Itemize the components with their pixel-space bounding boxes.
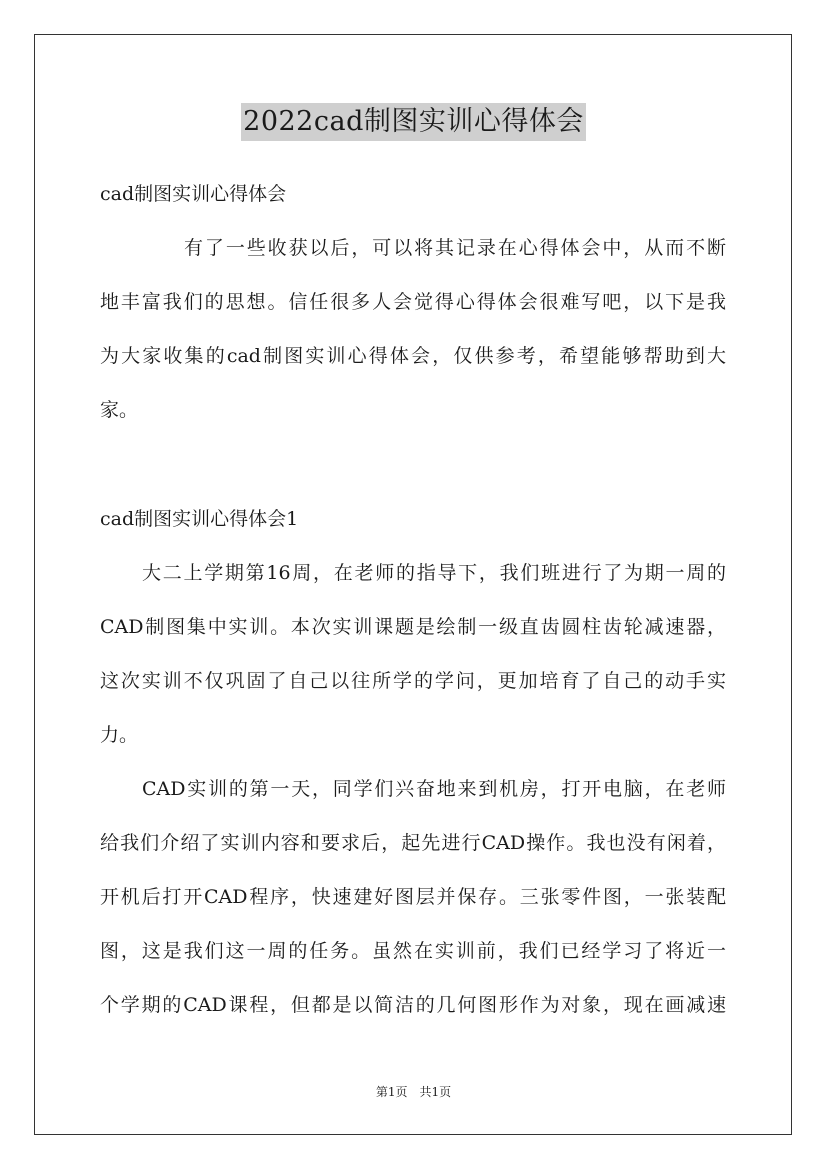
intro-line-3: 为大家收集的cad制图实训心得体会，仅供参考，希望能够帮助到大	[100, 345, 726, 367]
para2-line-1: CAD实训的第一天，同学们兴奋地来到机房，打开电脑，在老师	[142, 778, 726, 800]
section-heading-1: cad制图实训心得体会1	[100, 508, 299, 530]
document-title: 2022cad制图实训心得体会	[241, 103, 586, 141]
para2-line-4: 图，这是我们这一周的任务。虽然在实训前，我们已经学习了将近一	[100, 940, 726, 962]
intro-line-1: 有了一些收获以后，可以将其记录在心得体会中，从而不断	[184, 237, 726, 259]
para2-line-3: 开机后打开CAD程序，快速建好图层并保存。三张零件图，一张装配	[100, 886, 726, 908]
section-heading: cad制图实训心得体会	[100, 183, 287, 205]
para2-line-5: 个学期的CAD课程，但都是以简洁的几何图形作为对象，现在画减速	[100, 994, 726, 1016]
para1-line-2: CAD制图集中实训。本次实训课题是绘制一级直齿圆柱齿轮减速器，	[100, 616, 726, 638]
para2-line-2: 给我们介绍了实训内容和要求后，起先进行CAD操作。我也没有闲着，	[100, 832, 726, 854]
para1-line-1: 大二上学期第16周，在老师的指导下，我们班进行了为期一周的	[142, 562, 726, 584]
intro-line-4: 家。	[100, 399, 139, 421]
intro-line-2: 地丰富我们的思想。信任很多人会觉得心得体会很难写吧，以下是我	[100, 291, 726, 313]
para1-line-4: 力。	[100, 724, 139, 746]
title-container	[0, 103, 827, 141]
para1-line-3: 这次实训不仅巩固了自己以往所学的学问，更加培育了自己的动手实	[100, 670, 726, 692]
page-footer: 第1页 共1页	[375, 1085, 452, 1099]
